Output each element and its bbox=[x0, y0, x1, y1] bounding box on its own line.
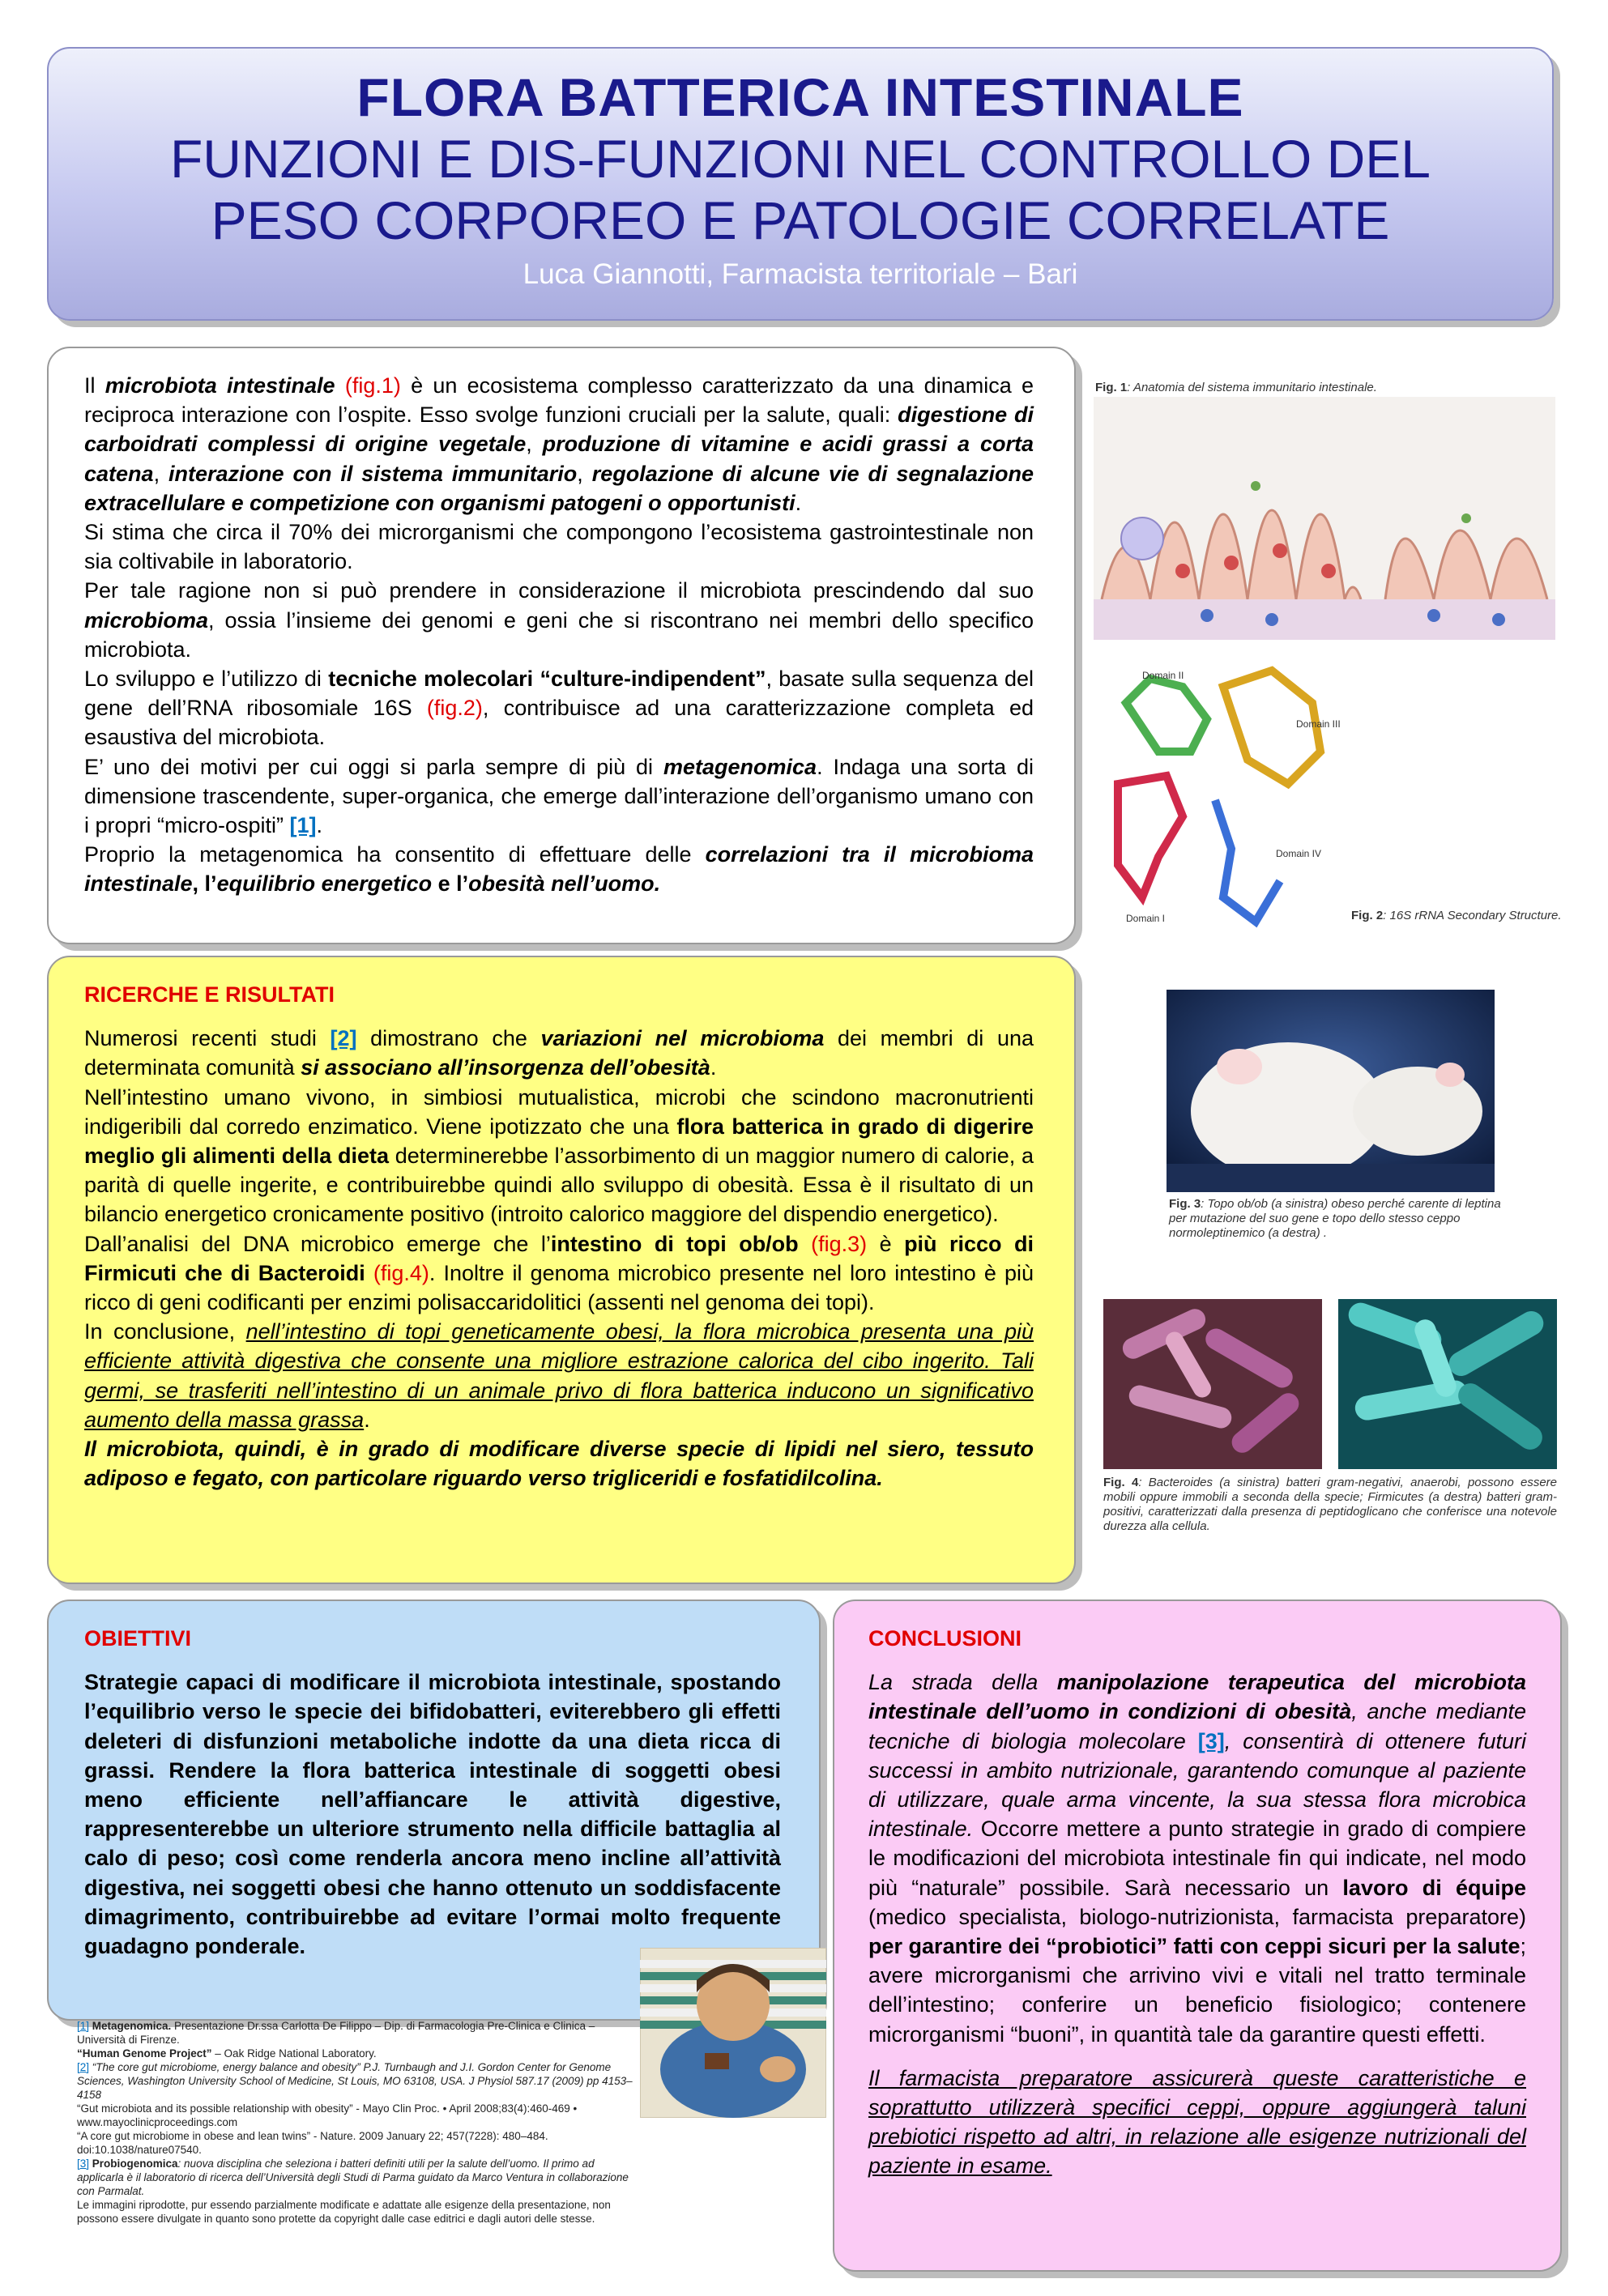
obiettivi-heading: OBIETTIVI bbox=[84, 1626, 192, 1651]
obiettivi-text: OBIETTIVI Strategie capaci di modificare il microbiota intestinale, spostando l’equilibrio verso le specie dei bifidobatteri, eviterebbero gli effetti deleteri di disfunzioni metaboliche indotte da una dieta ricca di grassi. Rendere la flora batterica intestinale di soggetti obesi meno efficiente nell’affiancare le attività digestive, rappresenterebbe un ulteriore strumento nella difficile battaglia al calo di peso; così come renderla ancora meno incline all’attività digestiva, nei soggetti obesi che hanno ottenuto un soddisfacente dimagrimento, contribuirebbe ad evitare l’ormai molto frequente guadagno ponderale. bbox=[84, 1624, 781, 1961]
fig2-domain-iii-label: Domain III bbox=[1296, 718, 1341, 730]
conclusioni-text: CONCLUSIONI La strada della manipolazione terapeutica del microbiota intestinale dell’uomo in condizioni di obesità, anche mediante tecniche di biologia molecolare [3], consentirà di ottenere futuri successi in ambito nutrizionale, garantendo comunque al paziente di utilizzare, quale arma vincente, la sua stessa flora microbica intestinale. Occorre mettere a punto strategie in grado di compiere le modificazioni del microbiota intestinale fin qui indicate, nel modo più “naturale” possibile. Sarà necessario un lavoro di équipe (medico specialista, biologo-nutrizionista, farmacista preparatore) per garantire dei “probiotici” fatti con ceppi sicuri per la salute; avere microrganismi che arrivino vivi e vitali nel tratto terminale dell’intestino; conferire un beneficio fisiologico; contenere microrganismi “buoni”, in quantità tale da garantire questi effetti. Il farmacista preparatore assicurerà queste caratteristiche e soprattutto utilizzerà specifici ceppi, oppure aggiungerà taluni prebiotici rispetto ad altri, in relazione alle esigenze nutrizionali del paziente in esame. bbox=[868, 1624, 1526, 2181]
poster-title: FLORA BATTERICA INTESTINALE bbox=[356, 67, 1244, 127]
reference-3: [3] Probiogenomica: nuova disciplina che seleziona i batteri definiti utili per la salute dell’uomo. Il primo ad applicarla è il laboratorio di ricerca dell’Università degli Studi di Parma guidato da Marco Ventura in collaborazione con Parmalat. bbox=[77, 2158, 629, 2197]
copyright-note: Le immagini riprodotte, pur essendo parzialmente modificate e adattate alle esigenze della presentazione, non possono essere divulgate in quanto sono protette da copyright dalle case editrici e dagli autori delle stesse. bbox=[77, 2199, 611, 2225]
obese-child-illustration bbox=[640, 1948, 826, 2118]
fig2-domain-i-label: Domain I bbox=[1126, 913, 1166, 924]
conclusioni-panel bbox=[833, 1600, 1562, 2272]
fig1-intestine-illustration bbox=[1094, 397, 1555, 640]
poster-header bbox=[47, 47, 1554, 321]
reference-1b: “Human Genome Project” – Oak Ridge National Laboratory. bbox=[77, 2047, 377, 2060]
reference-2: [2] “The core gut microbiome, energy balance and obesity” P.J. Turnbaugh and J.I. Gordon Center for Genome Sciences, Washington University School of Medicine, St Louis, MO 63108, USA. J Physiol 587.17 (2009) pp 4153–4158 bbox=[77, 2061, 633, 2101]
fig4-firmicutes-image bbox=[1338, 1299, 1557, 1469]
fig2-domain-iv-label: Domain IV bbox=[1276, 848, 1322, 859]
poster-subtitle-line2: PESO CORPOREO E PATOLOGIE CORRELATE bbox=[211, 190, 1390, 250]
reference-1: [1] Metagenomica. Presentazione Dr.ssa Carlotta De Filippo – Dip. di Farmacologia Pre-Clinica e Clinica – Università di Firenze. bbox=[77, 2020, 595, 2046]
poster-subtitle-line1: FUNZIONI E DIS-FUNZIONI NEL CONTROLLO DEL bbox=[169, 129, 1431, 189]
fig4-bacteroides-image bbox=[1103, 1299, 1322, 1469]
conclusioni-heading: CONCLUSIONI bbox=[868, 1626, 1022, 1651]
intro-panel bbox=[47, 347, 1076, 944]
fig4-caption: Fig. 4: Bacteroides (a sinistra) batteri gram-negativi, anaerobi, possono essere mobili oppure immobili a seconda della specie; Firmicutes (a destra) batteri gram-positivi, caratterizzati dalla presenza di peptidoglicano che conferisce una notevole durezza alla cellula. bbox=[1103, 1476, 1557, 1533]
ricerche-heading: RICERCHE E RISULTATI bbox=[84, 982, 335, 1007]
fig2-domain-ii-label: Domain II bbox=[1142, 670, 1184, 681]
ricerche-panel bbox=[47, 956, 1076, 1584]
ricerche-text: RICERCHE E RISULTATI Numerosi recenti studi [2] dimostrano che variazioni nel microbioma dei membri di una determinata comunità si associano all’insorgenza dell’obesità. Nell’intestino umano vivono, in simbiosi mutualistica, microbi che scindono macronutrienti indigeribili dal corredo enzimatico. Viene ipotizzato che una flora batterica in grado di digerire meglio gli alimenti della dieta determinerebbe l’assorbimento di un maggior numero di calorie, a parità di quelle ingerite, e contribuirebbe quindi allo sviluppo di obesità. Essa è il risultato di un bilancio energetico cronicamente positivo (introito calorico maggiore del dispendio energetico). Dall’analisi del DNA microbico emerge che l’intestino di topi ob/ob (fig.3) è più ricco di Firmicuti che di Bacteroidi (fig.4). Inoltre il genoma microbico presente nel loro intestino è più ricco di geni codificanti per enzimi polisaccaridolitici (assenti nel genoma dei topi). In conclusione, nell’intestino di topi geneticamente obesi, la flora microbica presenta una più efficiente attività digestiva che consente una migliore estrazione calorica del cibo ingerito. Tali germi, se trasferiti nell’intestino di un animale privo di flora batterica inducono un significativo aumento della massa grassa. Il microbiota, quindi, è in grado di modificare diverse specie di lipidi nel siero, tessuto adiposo e fegato, con particolare riguardo verso trigliceridi e fosfatidilcolina. bbox=[84, 980, 1034, 1493]
reference-link-3[interactable]: [3] bbox=[1197, 1728, 1225, 1753]
references bbox=[77, 2019, 644, 2226]
poster-author: Luca Giannotti, Farmacista territoriale – Bari bbox=[522, 258, 1078, 290]
fig3-caption: Fig. 3: Topo ob/ob (a sinistra) obeso perché carente di leptina per mutazione del suo gene e topo dello stesso ceppo normoleptinemico (a destra) . bbox=[1169, 1197, 1501, 1240]
reference-2b: “Gut microbiota and its possible relationship with obesity” - Mayo Clin Proc. • April 2008;83(4):460-469 • www.mayoclinicproceedings.com bbox=[77, 2102, 578, 2128]
fig2-rrna-structure bbox=[1094, 654, 1353, 946]
reference-2c: “A core gut microbiome in obese and lean twins” - Nature. 2009 January 22; 457(7228): 480–484. doi:10.1038/nature07540. bbox=[77, 2130, 548, 2156]
intro-text: Il microbiota intestinale (fig.1) è un ecosistema complesso caratterizzato da una dinamica e reciproca interazione con l’ospite. Esso svolge funzioni cruciali per la salute, quali: digestione di carboidrati complessi di origine vegetale, produzione di vitamine e acidi grassi a corta catena, interazione con il sistema immunitario, regolazione di alcune vie di segnalazione extracellulare e competizione con organismi patogeni o opportunisti. Si stima che circa il 70% dei microrganismi che compongono l’ecosistema gastrointestinale non sia coltivabile in laboratorio. Per tale ragione non si può prendere in considerazione il microbiota prescindendo dal suo microbioma, ossia l’insieme dei genomi e geni che si riscontrano nei membri dello specifico microbiota. Lo sviluppo e l’utilizzo di tecniche molecolari “culture-indipendent”, basate sulla sequenza del gene dell’RNA ribosomiale 16S (fig.2), contribuisce ad una caratterizzazione completa ed esaustiva del microbiota. E’ uno dei motivi per cui oggi si parla sempre di più di metagenomica. Indaga una sorta di dimensione trascendente, super-organica, che emerge dall’interazione dell’organismo umano con i propri “micro-ospiti” [1]. Proprio la metagenomica ha consentito di effettuare delle correlazioni tra il microbioma intestinale, l’equilibrio energetico e l’obesità nell’uomo. bbox=[84, 373, 1034, 897]
reference-link-2[interactable]: [2] bbox=[330, 1026, 357, 1051]
reference-link-1[interactable]: [1] bbox=[289, 813, 317, 838]
fig1-caption: Fig. 1: Anatomia del sistema immunitario intestinale. bbox=[1095, 381, 1377, 394]
fig2-caption: Fig. 2: 16S rRNA Secondary Structure. bbox=[1351, 909, 1562, 922]
fig3-mice-photo bbox=[1167, 990, 1495, 1192]
